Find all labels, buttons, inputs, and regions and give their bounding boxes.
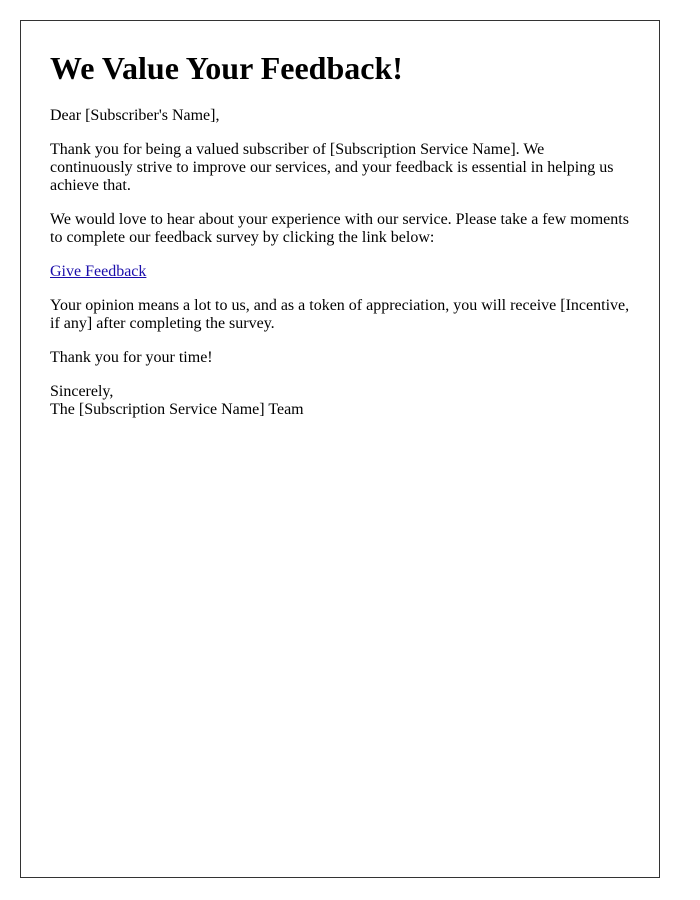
signature: The [Subscription Service Name] Team <box>50 401 304 418</box>
greeting: Dear [Subscriber's Name], <box>50 107 220 124</box>
letter-container <box>20 20 660 878</box>
thanks-line: Thank you for your time! <box>50 349 213 366</box>
signoff: Sincerely, <box>50 383 114 400</box>
closing-block <box>50 383 630 419</box>
request-paragraph: We would love to hear about your experience with our service. Please take a few moments to complete our feedback survey by clicking the link below: <box>50 211 629 246</box>
feedback-link-row <box>50 263 630 281</box>
give-feedback-link[interactable]: Give Feedback <box>50 263 147 280</box>
page-title: We Value Your Feedback! <box>50 50 403 86</box>
appreciation-paragraph: Your opinion means a lot to us, and as a token of appreciation, you will receive [Incentive, if any] after completing the survey. <box>50 297 630 332</box>
intro-paragraph: Thank you for being a valued subscriber of [Subscription Service Name]. We continuously strive to improve our services, and your feedback is essential in helping us achieve that. <box>50 141 614 194</box>
